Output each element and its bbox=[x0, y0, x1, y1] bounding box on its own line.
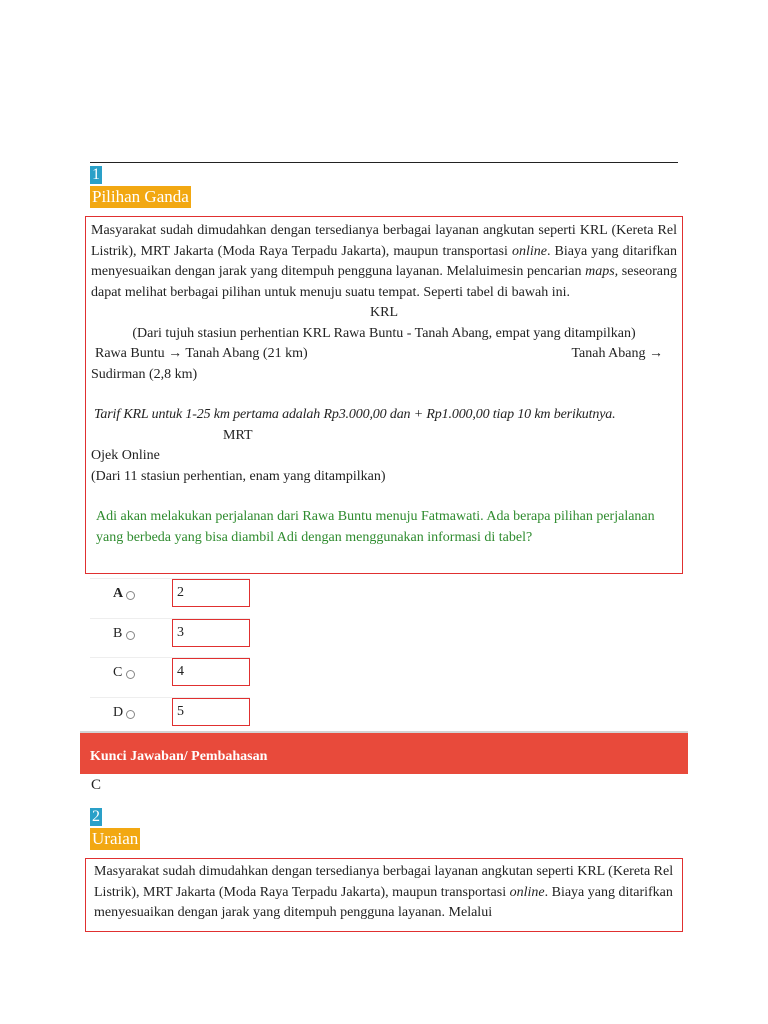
radio-button[interactable] bbox=[126, 670, 135, 679]
answer-key-value: C bbox=[91, 777, 102, 793]
question-text-box bbox=[85, 216, 683, 574]
option-letter: A bbox=[113, 586, 124, 601]
krl-table-caption: (Dari tujuh stasiun perhentian KRL Rawa Buntu - Tanah Abang, empat yang ditampilkan) bbox=[132, 325, 636, 341]
radio-button[interactable] bbox=[126, 591, 135, 600]
option-answer-box: 5 bbox=[172, 698, 250, 726]
option-letter: C bbox=[113, 665, 123, 680]
option-b-row[interactable] bbox=[90, 618, 250, 657]
answer-key-header: Kunci Jawaban/ Pembahasan bbox=[80, 731, 688, 774]
question-prompt: Adi akan melakukan perjalanan dari Rawa Buntu menuju Fatmawati. Ada berapa pilihan perjalanan yang berbeda yang bisa diambil Adi dengan menggunakan informasi di tabel? bbox=[96, 509, 655, 545]
option-c-row[interactable] bbox=[90, 657, 250, 696]
option-answer-box: 2 bbox=[172, 579, 250, 607]
krl-route-left: Rawa Buntu → Tanah Abang (21 km) bbox=[95, 346, 308, 361]
option-answer-box: 3 bbox=[172, 619, 250, 647]
krl-route-right: Tanah Abang → bbox=[571, 346, 663, 361]
question-number-badge: 2 bbox=[92, 808, 100, 825]
mrt-table-title: MRT bbox=[223, 427, 253, 443]
option-answer-box: 4 bbox=[172, 658, 250, 686]
radio-button[interactable] bbox=[126, 631, 135, 640]
radio-button[interactable] bbox=[126, 710, 135, 719]
option-letter: D bbox=[113, 705, 124, 720]
question-number-badge: 1 bbox=[92, 166, 100, 183]
krl-table-title: KRL bbox=[370, 305, 398, 320]
question-intro-paragraph: Masyarakat sudah dimudahkan dengan tersedianya berbagai layanan angkutan seperti KRL (Kereta Rel Listrik), MRT Jakarta (Moda Raya Terpadu Jakarta), maupun transportasi online. Biaya yang ditarifkan menyesuaikan dengan jarak yang ditempuh pengguna layanan. Melalui bbox=[94, 864, 674, 920]
option-a-row[interactable] bbox=[90, 578, 250, 617]
question-text-box bbox=[85, 858, 683, 932]
section-divider bbox=[90, 162, 678, 163]
ojek-table-title: Ojek Online bbox=[91, 448, 160, 463]
option-letter: B bbox=[113, 626, 123, 641]
ojek-table-caption: (Dari 11 stasiun perhentian, enam yang ditampilkan) bbox=[91, 468, 386, 484]
question-intro-paragraph: Masyarakat sudah dimudahkan dengan tersedianya berbagai layanan angkutan seperti KRL (Kereta Rel Listrik), MRT Jakarta (Moda Raya Terpadu Jakarta), maupun transportasi online. Biaya yang ditarifkan menyesuaikan dengan jarak yang ditempuh pengguna layanan. Melaluimesin pencarian maps, seseorang dapat melihat berbagai pilihan untuk menuju suatu tempat. Seperti tabel di bawah ini. bbox=[91, 223, 678, 300]
krl-route-row bbox=[91, 344, 677, 365]
krl-route-continuation: Sudirman (2,8 km) bbox=[91, 366, 198, 382]
question-type-badge: Uraian bbox=[92, 829, 139, 848]
question-type-badge: Pilihan Ganda bbox=[92, 187, 189, 206]
krl-tariff-note: Tarif KRL untuk 1-25 km pertama adalah Rp3.000,00 dan + Rp1.000,00 tiap 10 km berikutnya. bbox=[94, 407, 616, 422]
